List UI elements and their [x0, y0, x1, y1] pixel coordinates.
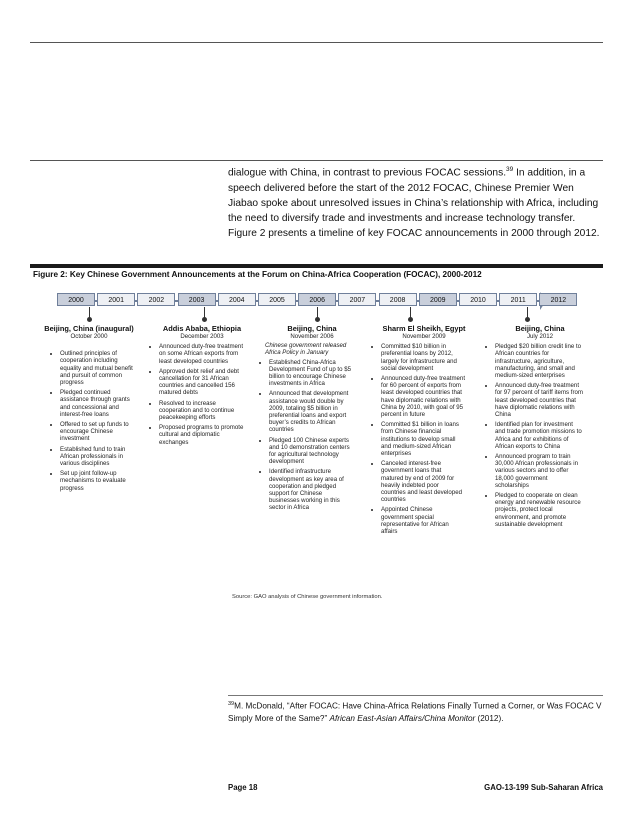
event-date: November 2006 — [290, 333, 334, 340]
page-number: Page 18 — [228, 783, 258, 792]
timeline-year: 2000 — [57, 293, 95, 306]
event-location: Beijing, China — [515, 324, 565, 333]
event-column-2000 — [37, 324, 141, 495]
timeline-year: 2008 — [379, 293, 417, 306]
event-date: October 2000 — [70, 333, 108, 340]
timeline-year: 2003 — [178, 293, 216, 306]
list-item: • Pledged continued assistance through grants and concessional and interest-free loans — [60, 389, 136, 418]
footnote — [228, 698, 603, 725]
list-item: • Pledged $20 billion credit line to African countries for infrastructure, agriculture, manufacturing, and small and medium-sized enterprises — [495, 343, 583, 379]
timeline-year: 2010 — [459, 293, 497, 306]
list-item: • Outlined principles of cooperation including equality and mutual benefit and pursuit of common progress — [60, 350, 136, 386]
event-date: July 2012 — [526, 333, 554, 340]
timeline-year: 2002 — [137, 293, 175, 306]
event-intro: Chinese government released Africa Policy in January — [265, 342, 347, 357]
list-item: • Resolved to increase cooperation and to continue peacekeeping efforts — [159, 400, 245, 422]
timeline-year: 2001 — [97, 293, 135, 306]
list-item: • Offered to set up funds to encourage Chinese investment — [60, 421, 136, 443]
footnote-text: M. McDonald, “After FOCAC: Have China-Africa Relations Finally Turned a Corner, or Was FOCAC V Simply More of the Same?” — [228, 701, 602, 723]
timeline-year: 2005 — [258, 293, 296, 306]
list-item: • Announced duty-free treatment for 60 percent of exports from least developed countries that have diplomatic relations with China by 2010, with goal of 95 percent in future — [381, 375, 465, 418]
list-item: • Established fund to train African professionals in various disciplines — [60, 446, 136, 468]
list-item: • Set up joint follow-up mechanisms to evaluate progress — [60, 470, 136, 492]
footnote-reference[interactable]: 39 — [506, 166, 514, 173]
list-item: • Established China-Africa Development Fund of up to $5 billion to encourage Chinese investments in Africa — [269, 359, 353, 388]
timeline-year: 2006 — [298, 293, 336, 306]
figure-source: Source: GAO analysis of Chinese government information. — [232, 594, 383, 600]
timeline-dot — [87, 317, 92, 322]
timeline-dot — [315, 317, 320, 322]
list-item: • Pledged 100 Chinese experts and 10 demonstration centers for agricultural technology development — [269, 437, 353, 466]
footnote-rule — [228, 695, 603, 696]
event-date: November 2009 — [402, 333, 446, 340]
timeline-year: 2011 — [499, 293, 537, 306]
header-rule — [30, 42, 603, 43]
body-paragraph — [228, 162, 603, 241]
timeline-dot — [408, 317, 413, 322]
event-column-2003 — [146, 324, 258, 449]
list-item: • Announced program to train 30,000 African professionals in various sectors and to offer 18,000 government scholarships — [495, 453, 583, 489]
list-item: • Committed $1 billion in loans from Chinese financial institutions to develop small and medium-sized African enterprises — [381, 421, 465, 457]
timeline-year: 2012 — [539, 293, 577, 306]
figure-title-bar — [30, 264, 603, 268]
figure-title: Figure 2: Key Chinese Government Announcements at the Forum on China-Africa Cooperation (FOCAC), 2000-2012 — [33, 270, 482, 279]
event-location: Addis Ababa, Ethiopia — [162, 324, 242, 333]
list-item: • Canceled interest-free government loans that matured by end of 2009 for heavily indebted poor countries and least developed countries — [381, 460, 465, 503]
footnote-journal: African East-Asian Affairs/China Monitor — [329, 713, 476, 723]
list-item: • Announced duty-free treatment on some African exports from least developed countries — [159, 343, 245, 365]
list-item: • Pledged to cooperate on clean energy and renewable resource projects, protect local environment, and promote sustainable development — [495, 492, 583, 528]
event-column-2006 — [256, 324, 368, 515]
list-item: • Identified plan for investment and trade promotion missions to Africa and for exhibitions of African exports to China — [495, 421, 583, 450]
body-text-part2: In addition, in a speech delivered before the start of the 2012 FOCAC, Chinese Premier Wen Jiabao spoke about unresolved issues in China’s relationship with Africa, including the need to diversify trade and investments and increase technology transfer. Figure 2 presents a timeline of key FOCAC announcements in 2000 through 2012. — [228, 167, 600, 240]
event-column-2012 — [484, 324, 596, 531]
event-location: Sharm El Sheikh, Egypt — [382, 324, 466, 333]
timeline-year: 2009 — [419, 293, 457, 306]
list-item: • Committed $10 billion in preferential loans by 2012, largely for infrastructure and social development — [381, 343, 465, 372]
list-item: • Announced that development assistance would double by 2009, totaling $5 billion in preferential loans and export buyer’s credits to African countries — [269, 390, 353, 433]
timeline-year: 2007 — [338, 293, 376, 306]
event-items — [51, 350, 136, 492]
event-items — [150, 343, 245, 446]
event-items — [260, 359, 353, 512]
event-date: December 2003 — [180, 333, 224, 340]
list-item: • Approved debt relief and debt cancellation for 31 African countries and cancelled 156 matured debts — [159, 368, 245, 397]
event-items — [486, 343, 583, 528]
list-item: • Identified infrastructure development as key area of cooperation and pledged support for Chinese businesses working in this sector in Africa — [269, 468, 353, 511]
report-id: GAO-13-199 Sub-Saharan Africa — [484, 783, 603, 792]
list-item: • Appointed Chinese government special representative for African affairs — [381, 506, 465, 535]
footnote-number: 39 — [228, 701, 235, 707]
event-items — [372, 343, 465, 535]
event-location: Beijing, China — [287, 324, 337, 333]
timeline-dot — [525, 317, 530, 322]
section-rule — [30, 160, 603, 161]
event-location: Beijing, China (inaugural) — [44, 324, 134, 333]
body-text-part1: dialogue with China, in contrast to previous FOCAC sessions. — [228, 167, 507, 179]
footnote-text-end: (2012). — [475, 713, 504, 723]
timeline-dot — [202, 317, 207, 322]
event-column-2009 — [368, 324, 480, 538]
list-item: • Announced duty-free treatment for 97 percent of tariff items from least developed countries that have diplomatic relations with China — [495, 382, 583, 418]
timeline-year: 2004 — [218, 293, 256, 306]
list-item: • Proposed programs to promote cultural and diplomatic exchanges — [159, 424, 245, 446]
